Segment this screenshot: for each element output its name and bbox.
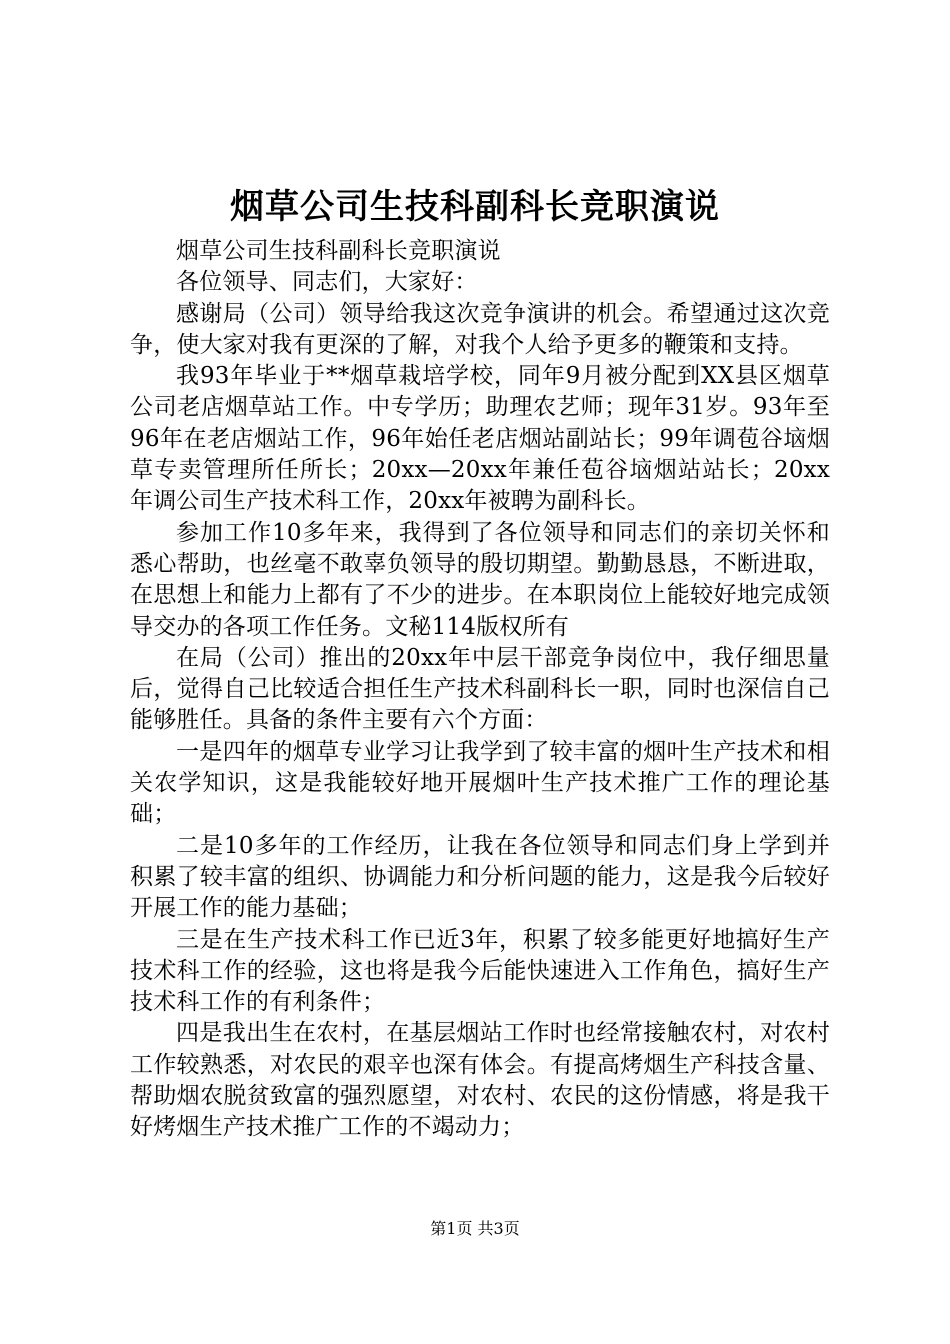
paragraph: 感谢局（公司）领导给我这次竞争演讲的机会。希望通过这次竞争，使大家对我有更深的了解，对我个人给予更多的鞭策和支持。 [130,300,830,358]
paragraph: 我93年毕业于**烟草栽培学校，同年9月被分配到XX县区烟草公司老店烟草站工作。中专学历；助理农艺师；现年31岁。93年至96年在老店烟站工作，96年始任老店烟站副站长；99年调苞谷垴烟草专卖管理所任所长；20xx—20xx年兼任苞谷垴烟站站长；20xx年调公司生产技术科工作，20xx年被聘为副科长。 [130,363,830,515]
document-body [130,236,830,1144]
paragraph: 各位领导、同志们，大家好： [176,269,478,296]
paragraph: 四是我出生在农村，在基层烟站工作时也经常接触农村，对农村工作较熟悉，对农民的艰辛也深有体会。有提高烤烟生产科技含量、帮助烟农脱贫致富的强烈愿望，对农村、农民的这份情感，将是我干好烤烟生产技术推广工作的不竭动力； [130,1020,830,1141]
paragraph: 参加工作10多年来，我得到了各位领导和同志们的亲切关怀和悉心帮助，也丝毫不敢辜负领导的殷切期望。勤勤恳恳，不断进取，在思想上和能力上都有了不少的进步。在本职岗位上能较好地完成领导交办的各项工作任务。文秘114版权所有 [130,519,830,640]
page-footer: 第1页 共3页 [430,1219,520,1238]
paragraph: 二是10多年的工作经历，让我在各位领导和同志们身上学到并积累了较丰富的组织、协调能力和分析问题的能力，这是我今后较好开展工作的能力基础； [130,832,830,922]
paragraph: 烟草公司生技科副科长竞职演说 [176,238,501,264]
document-title: 烟草公司生技科副科长竞职演说 [230,187,720,227]
paragraph: 一是四年的烟草专业学习让我学到了较丰富的烟叶生产技术和相关农学知识，这是我能较好地开展烟叶生产技术推广工作的理论基础； [130,738,830,828]
paragraph: 在局（公司）推出的20xx年中层干部竞争岗位中，我仔细思量后，觉得自己比较适合担任生产技术科副科长一职，同时也深信自己能够胜任。具备的条件主要有六个方面： [130,644,830,734]
paragraph: 三是在生产技术科工作已近3年，积累了较多能更好地搞好生产技术科工作的经验，这也将是我今后能快速进入工作角色，搞好生产技术科工作的有利条件； [130,926,830,1016]
